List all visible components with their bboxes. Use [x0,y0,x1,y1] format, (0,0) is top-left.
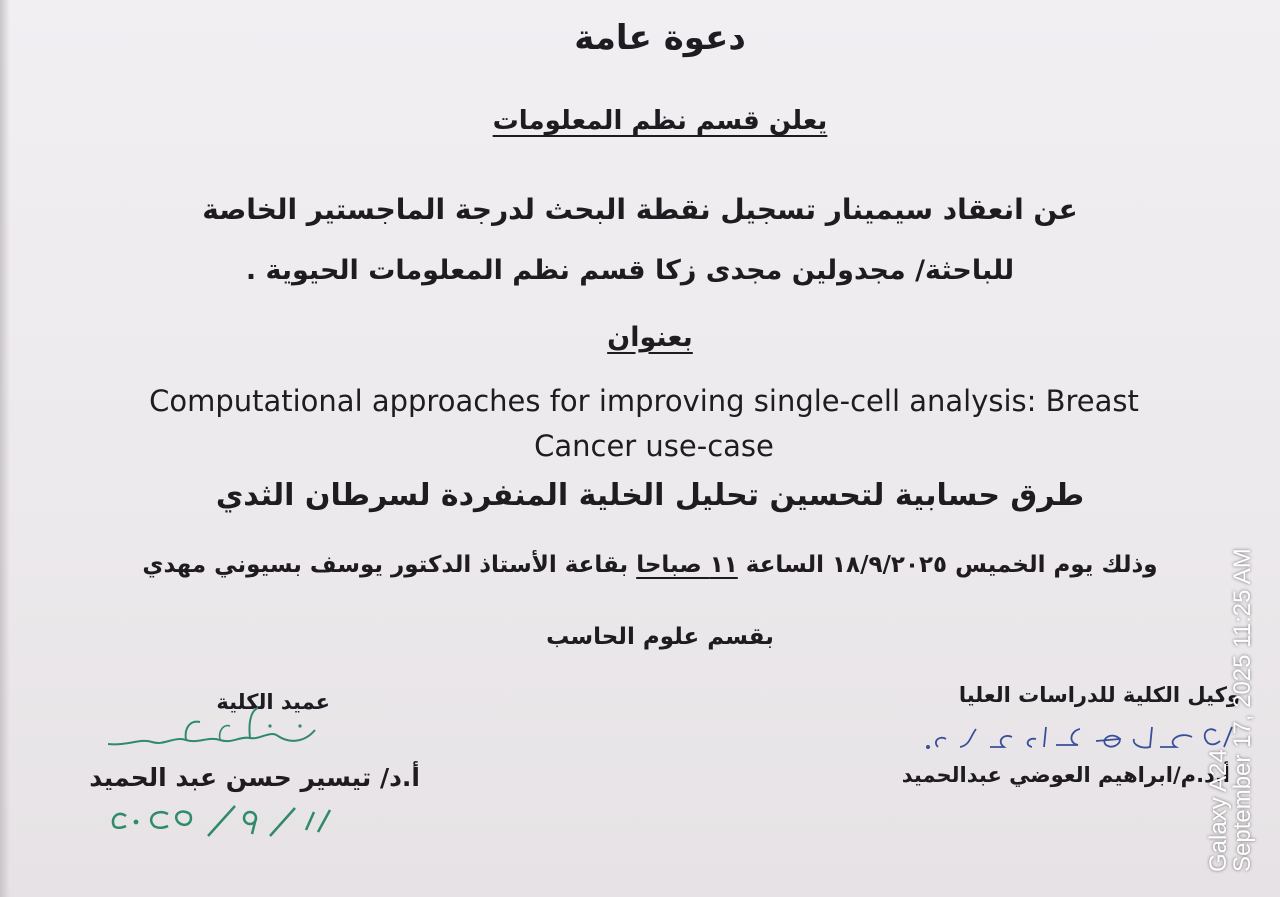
dean-role: عميد الكلية [216,690,330,714]
subject-heading: بعنوان [607,322,693,353]
time-text: ١١ صباحا [636,552,738,578]
dean-handwritten-signature [100,700,320,755]
dean-handwritten-date [90,800,340,842]
vice-dean-name: أ.د.م/ابراهيم العوضي عبدالحميد [901,763,1230,787]
hall-text: بقاعة الأستاذ الدكتور يوسف بسيوني مهدي [142,552,637,578]
dean-name: أ.د/ تيسير حسن عبد الحميد [89,763,420,792]
document-title: دعوة عامة [574,18,746,58]
camera-datetime-label: September 17, 2025 11:25 AM [1229,548,1256,872]
english-title-line-2: Cancer use-case [534,429,774,463]
dean-signature-block [60,685,440,845]
announcer-line: يعلن قسم نظم المعلومات [492,106,828,136]
vice-dean-role: وكيل الكلية للدراسات العليا [958,683,1240,707]
department-line: بقسم علوم الحاسب [546,624,774,650]
date-text: وذلك يوم الخميس ١٨/٩/٢٠٢٥ الساعة [737,552,1158,578]
camera-device-label: Galaxy A24 [1205,749,1232,872]
paper-edge-shadow [0,0,10,897]
date-time-location [10,552,1280,578]
english-title-line-1: Computational approaches for improving single-cell analysis: Breast [149,384,1139,418]
arabic-title: طرق حسابية لتحسين تحليل الخلية المنفردة لسرطان الثدي [215,478,1085,513]
camera-timestamp-watermark [1157,460,1256,880]
paragraph-line-2: للباحثة/ مجدولين مجدى زكا قسم نظم المعلومات الحيوية . [245,255,1015,286]
paragraph-line-1: عن انعقاد سيمينار تسجيل نقطة البحث لدرجة الماجستير الخاصة [202,193,1078,226]
